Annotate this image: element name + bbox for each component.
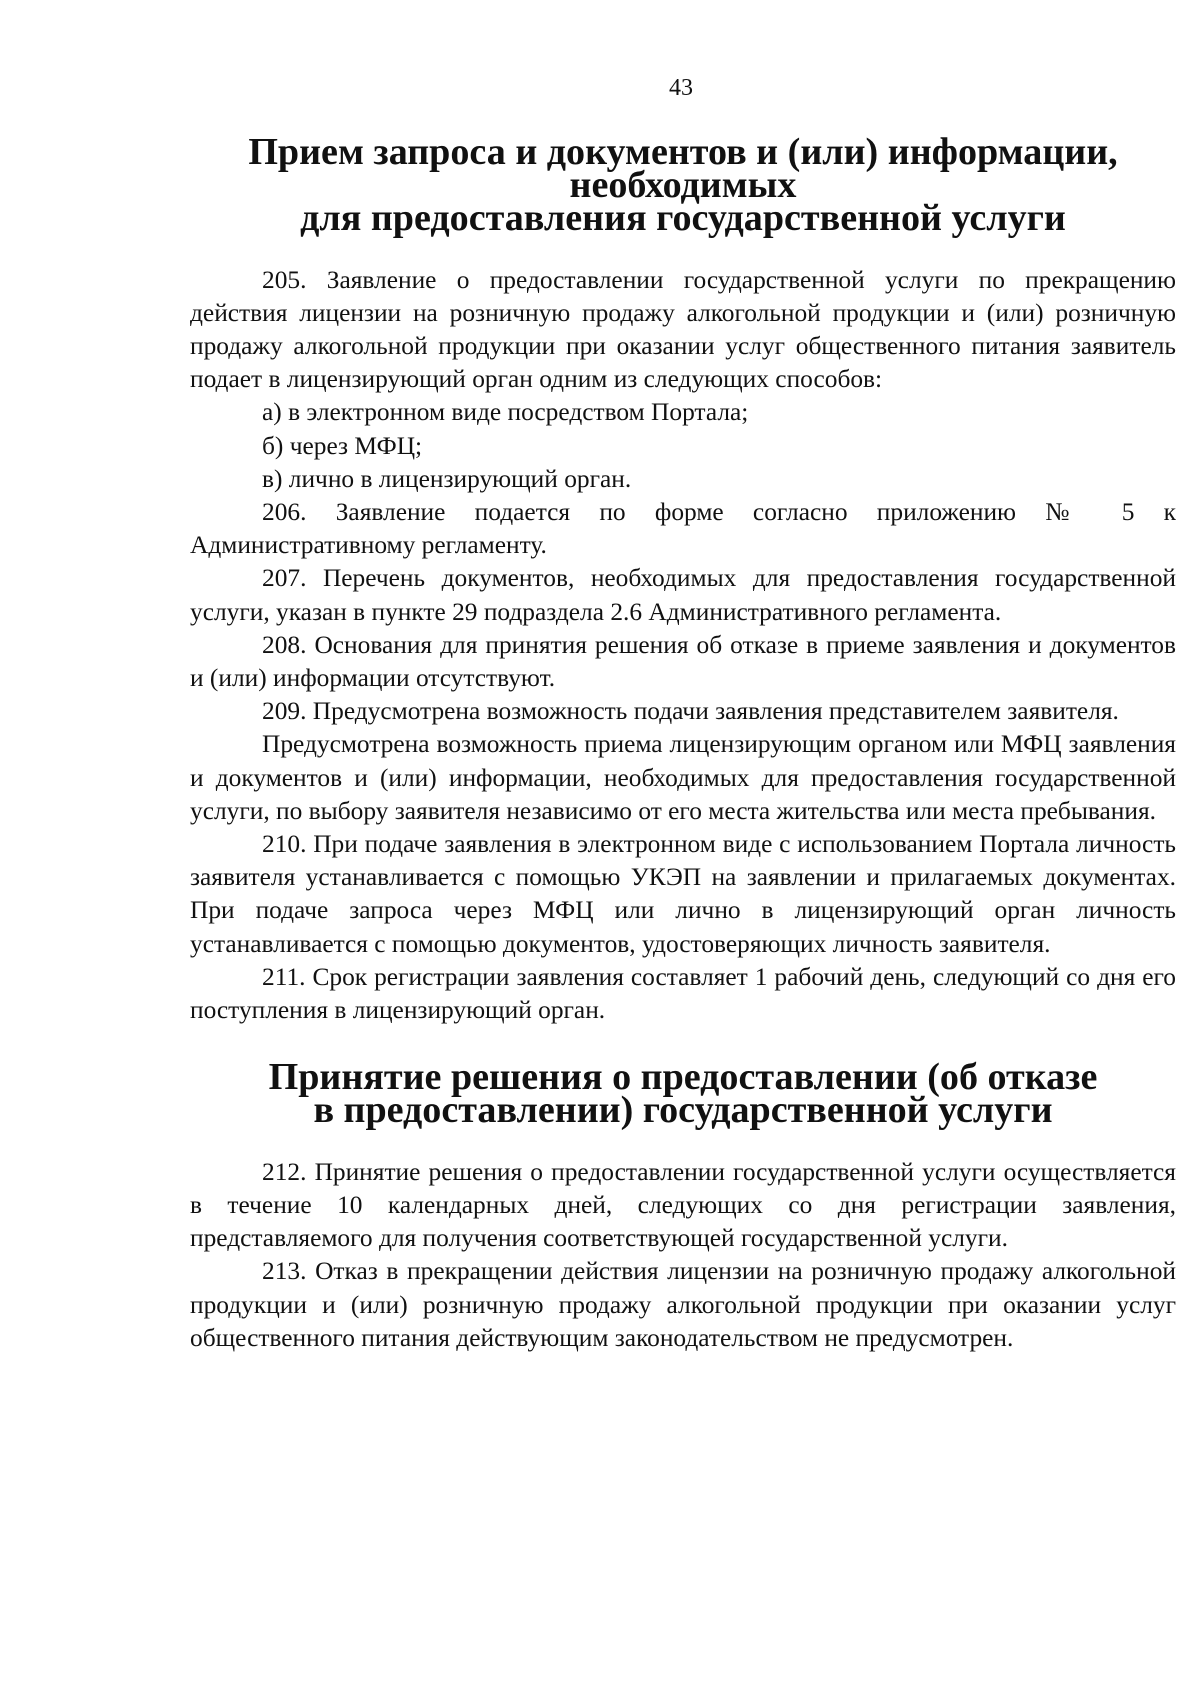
paragraph-208: 208. Основания для принятия решения об отказе в приеме заявления и документов и (или) информации отсутствуют. [190, 630, 1176, 693]
paragraph-210: 210. При подаче заявления в электронном виде с использованием Портала личность заявителя устанавливается с помощью УКЭП на заявлении и прилагаемых документах. При подаче запроса через МФЦ или лично в лицензирующий орган личность устанавливается с помощью документов, удостоверяющих личность заявителя. [190, 830, 1176, 958]
paragraph-212: 212. Принятие решения о предоставлении государственной услуги осуществляется в течение 10 календарных дней, следующих со дня регистрации заявления, представляемого для получения соответствующей государственной услуги. [190, 1157, 1176, 1253]
heading-line: в предоставлении) государственной услуги [313, 1089, 1053, 1132]
list-item-b: б) через МФЦ; [262, 431, 423, 460]
list-item-a: а) в электронном виде посредством Портала; [262, 398, 749, 427]
paragraph-209-continued: Предусмотрена возможность приема лицензирующим органом или МФЦ заявления и документов и (или) информации, необходимых для предоставления государственной услуги, по выбору заявителя независимо от его места жительства или места пребывания. [190, 730, 1176, 825]
paragraph-206: 206. Заявление подается по форме согласно приложению № 5 к Административному регламенту. [190, 498, 1176, 560]
paragraph-213: 213. Отказ в прекращении действия лицензии на розничную продажу алкогольной продукции и (или) розничную продажу алкогольной продукции при оказании услуг общественного питания действующим законодательством не предусмотрен. [190, 1257, 1176, 1352]
heading-line: для предоставления государственной услуги [300, 197, 1066, 240]
heading-line: Прием запроса и документов и (или) информации, необходимых [248, 131, 1118, 207]
document-body [190, 131, 1176, 1355]
heading-line: Принятие решения о предоставлении (об отказе [268, 1056, 1098, 1099]
paragraph-207: 207. Перечень документов, необходимых для предоставления государственной услуги, указан в пункте 29 подраздела 2.6 Административного регламента. [190, 564, 1176, 626]
page-number: 43 [669, 75, 693, 101]
section-heading-decision [190, 1056, 1176, 1132]
paragraph-209: 209. Предусмотрена возможность подачи заявления представителем заявителя. [262, 697, 1119, 726]
paragraph-211: 211. Срок регистрации заявления составляет 1 рабочий день, следующий со дня его поступления в лицензирующий орган. [190, 962, 1176, 1025]
section-heading-request [190, 131, 1176, 240]
list-item-c: в) лично в лицензирующий орган. [262, 464, 632, 493]
paragraph-205: 205. Заявление о предоставлении государственной услуги по прекращению действия лицензии на розничную продажу алкогольной продукции и (или) розничную продажу алкогольной продукции при оказании услуг общественного питания заявитель подает в лицензирующий орган одним из следующих способов: [190, 265, 1176, 394]
